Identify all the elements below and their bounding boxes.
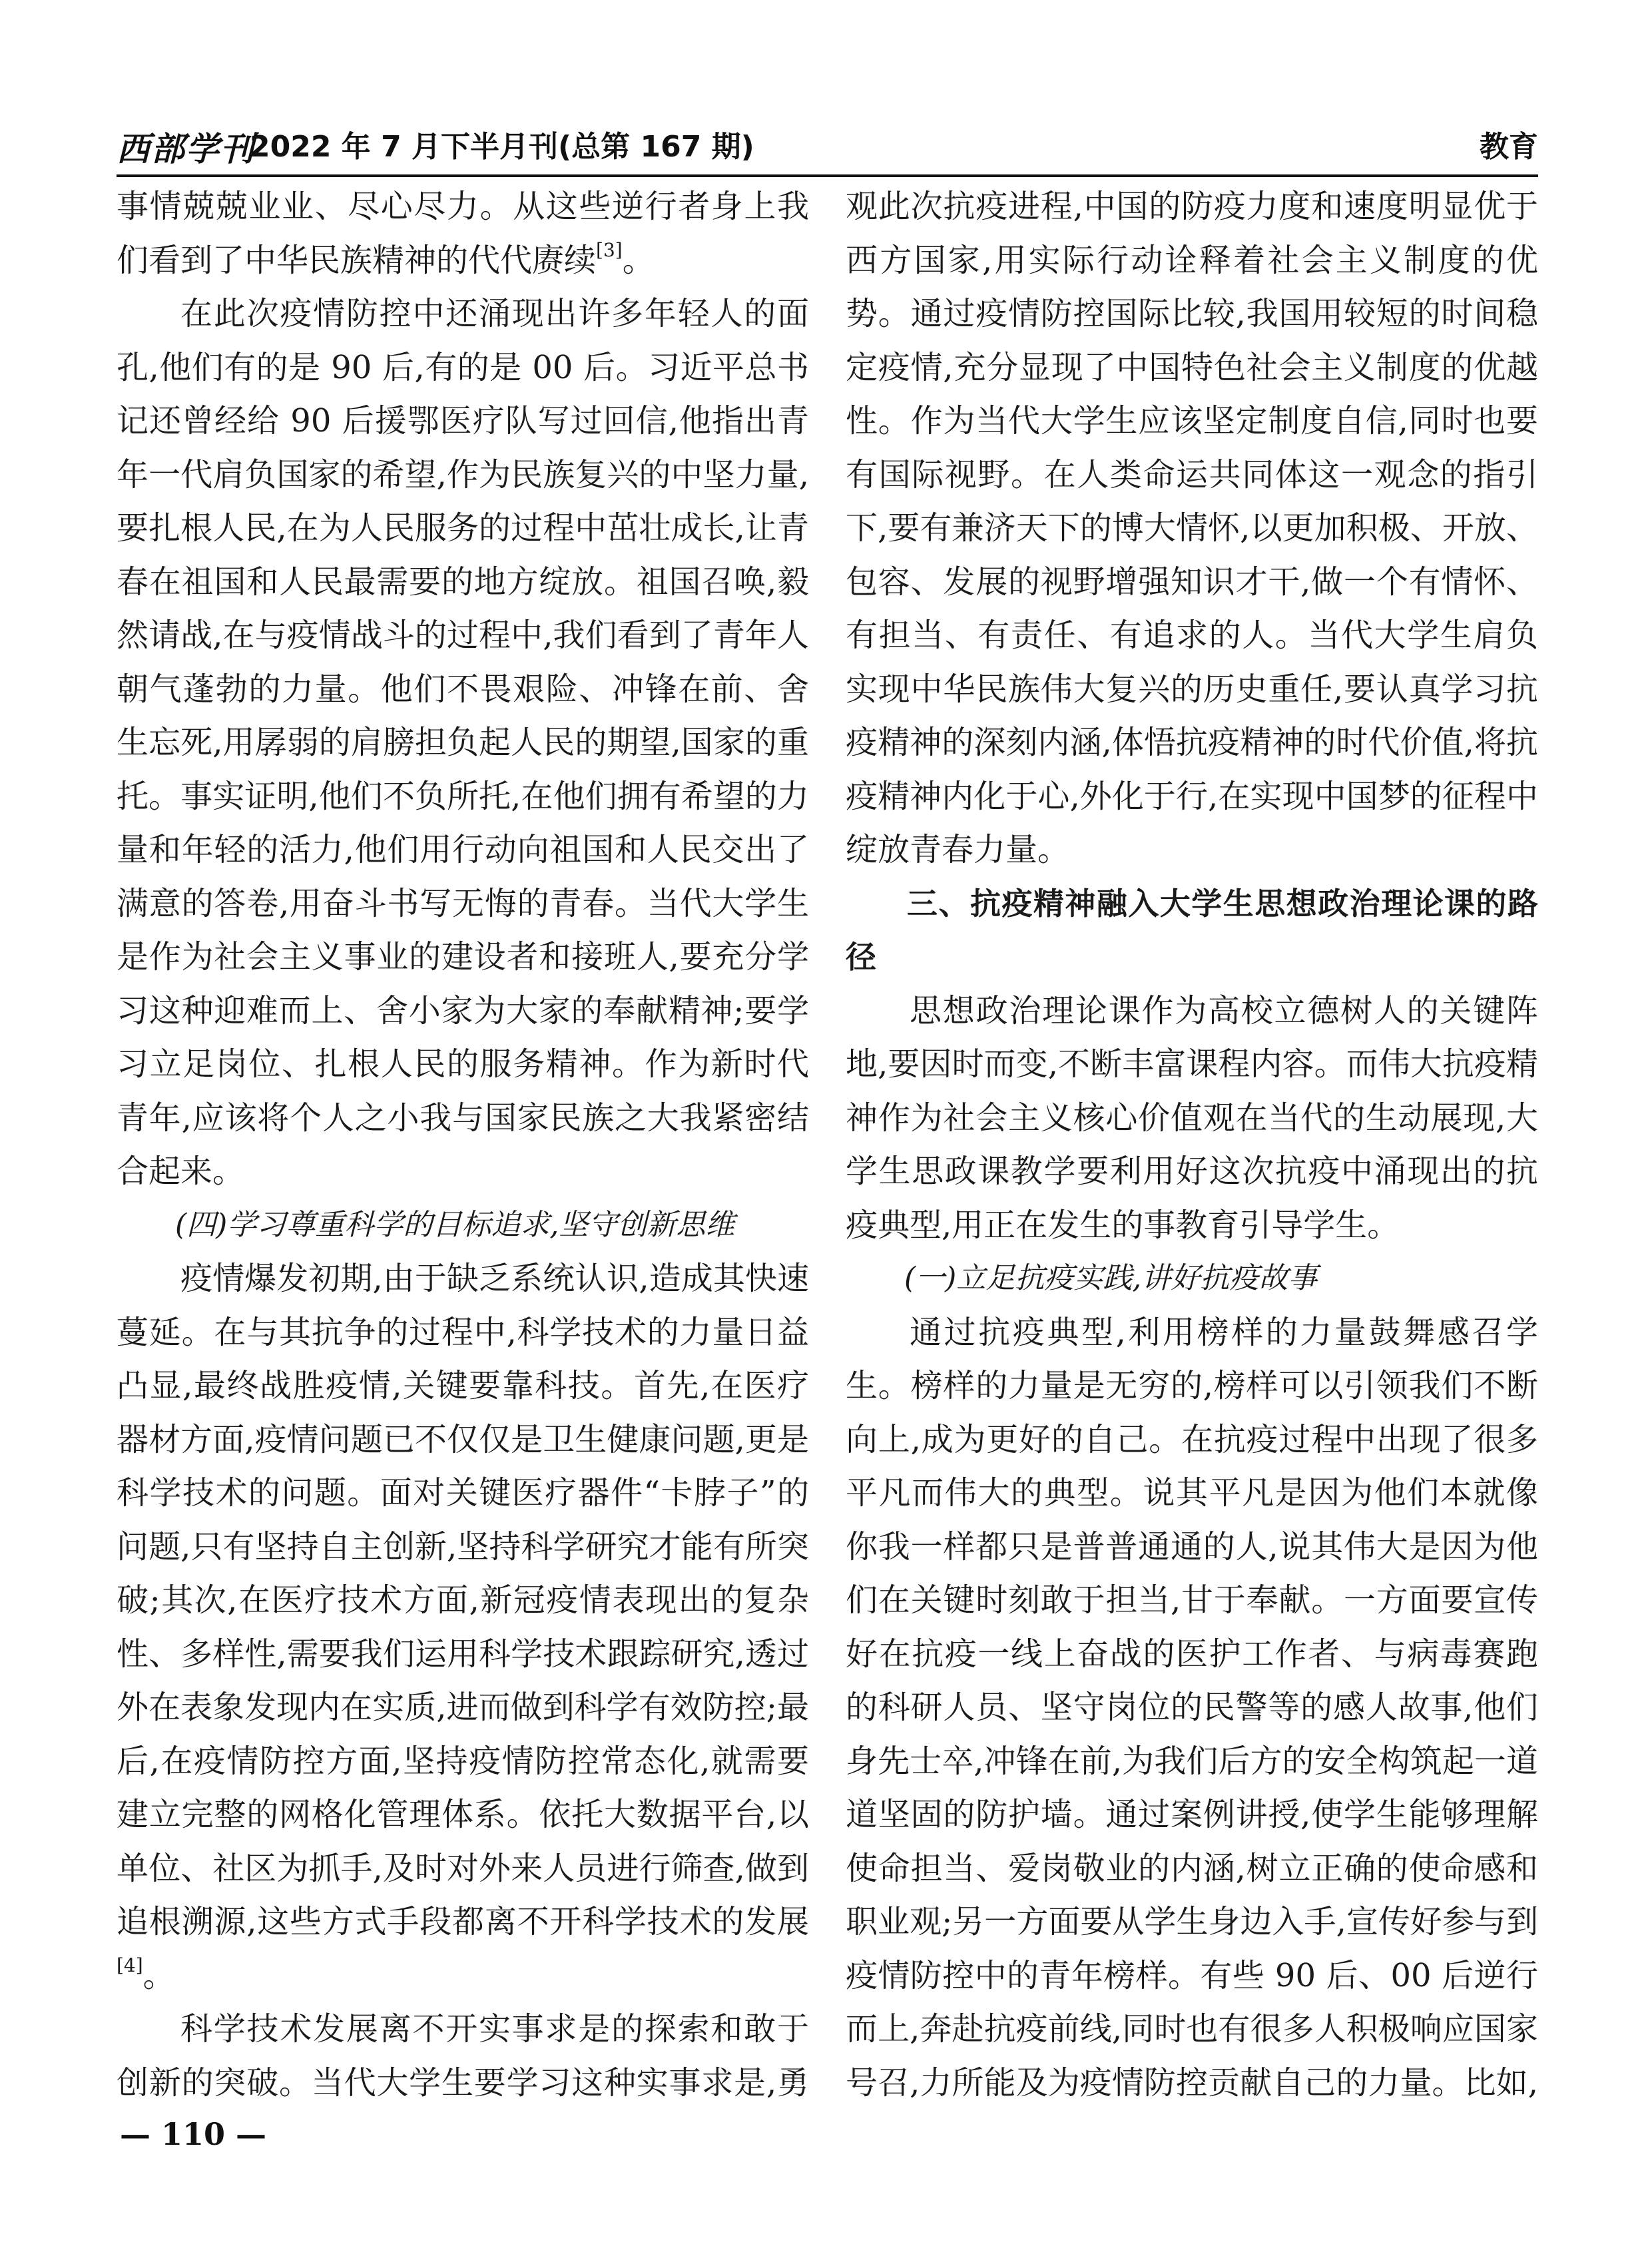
left-column — [117, 180, 809, 2111]
paragraph: 事情兢兢业业、尽心尽力。从这些逆行者身上我们看到了中华民族精神的代代赓续[3]。 — [117, 188, 809, 279]
paragraph: 在此次疫情防控中还涌现出许多年轻人的面孔,他们有的是 90 后,有的是 00 后。习近平总书记还曾经给 90 后援鄂医疗队写过回信,他指出青年一代肩负国家的希望,作为民族复兴的中坚力量,要扎根人民,在为人民服务的过程中茁壮成长,让青春在祖国和人民最需要的地方绽放。祖国召唤,毅然请战,在与疫情战斗的过程中,我们看到了青年人朝气蓬勃的力量。他们不畏艰险、冲锋在前、舍生忘死,用孱弱的肩膀担负起人民的期望,国家的重托。事实证明,他们不负所托,在他们拥有希望的力量和年轻的活力,他们用行动向祖国和人民交出了满意的答卷,用奋斗书写无悔的青春。当代大学生是作为社会主义事业的建设者和接班人,要充分学习这种迎难而上、舍小家为大家的奉献精神;要学习立足岗位、扎根人民的服务精神。作为新时代青年,应该将个人之小我与国家民族之大我紧密结合起来。 — [117, 295, 809, 1190]
paragraph: 科学技术发展离不开实事求是的探索和敢于创新的突破。当代大学生要学习这种实事求是,勇 — [117, 2010, 809, 2102]
subsection-heading: (一)立足抗疫实践,讲好抗疫故事 — [904, 1261, 1318, 1295]
running-header — [117, 115, 1538, 174]
page-number: — 110 — — [120, 2116, 267, 2152]
citation-ref: [3] — [596, 238, 623, 261]
section-heading: 三、抗疫精神融入大学生思想政治理论课的路径 — [846, 885, 1538, 975]
right-column — [846, 180, 1538, 2111]
journal-logo: 西部学刊 — [117, 129, 255, 168]
citation-ref: [4] — [117, 1954, 143, 1976]
paragraph: 观此次抗疫进程,中国的防疫力度和速度明显优于西方国家,用实际行动诠释着社会主义制度的优势。通过疫情防控国际比较,我国用较短的时间稳定疫情,充分显现了中国特色社会主义制度的优越性。作为当代大学生应该坚定制度自信,同时也要有国际视野。在人类命运共同体这一观念的指引下,要有兼济天下的博大情怀,以更加积极、开放、包容、发展的视野增强知识才干,做一个有情怀、有担当、有责任、有追求的人。当代大学生肩负实现中华民族伟大复兴的历史重任,要认真学习抗疫精神的深刻内涵,体悟抗疫精神的时代价值,将抗疫精神内化于心,外化于行,在实现中国梦的征程中绽放青春力量。 — [846, 188, 1538, 868]
paragraph: 通过抗疫典型,利用榜样的力量鼓舞感召学生。榜样的力量是无穷的,榜样可以引领我们不断向上,成为更好的自己。在抗疫过程中出现了很多平凡而伟大的典型。说其平凡是因为他们本就像你我一样都只是普普通通的人,说其伟大是因为他们在关键时刻敢于担当,甘于奉献。一方面要宣传好在抗疫一线上奋战的医护工作者、与病毒赛跑的科研人员、坚守岗位的民警等的感人故事,他们身先士卒,冲锋在前,为我们后方的安全构筑起一道道坚固的防护墙。通过案例讲授,使学生能够理解使命担当、爱岗敬业的内涵,树立正确的使命感和职业观;另一方面要从学生身边入手,宣传好参与到疫情防控中的青年榜样。有些 90 后、00 后逆行而上,奔赴抗疫前线,同时也有很多人积极响应国家号召,力所能及为疫情防控贡献自己的力量。比如, — [846, 1313, 1538, 2102]
issue-info: 2022 年 7 月下半月刊(总第 167 期) — [250, 130, 754, 164]
paragraph: 疫情爆发初期,由于缺乏系统认识,造成其快速蔓延。在与其抗争的过程中,科学技术的力量日益凸显,最终战胜疫情,关键要靠科技。首先,在医疗器材方面,疫情问题已不仅仅是卫生健康问题,更是科学技术的问题。面对关键医疗器件“卡脖子”的问题,只有坚持自主创新,坚持科学研究才能有所突破;其次,在医疗技术方面,新冠疫情表现出的复杂性、多样性,需要我们运用科学技术跟踪研究,透过外在表象发现内在实质,进而做到科学有效防控;最后,在疫情防控方面,坚持疫情防控常态化,就需要建立完整的网格化管理体系。依托大数据平台,以单位、社区为抓手,及时对外来人员进行筛查,做到追根溯源,这些方式手段都离不开科学技术的发展[4]。 — [117, 1260, 809, 1994]
header-rule — [117, 174, 1538, 177]
section-label: 教育 — [1480, 130, 1538, 164]
paragraph: 思想政治理论课作为高校立德树人的关键阵地,要因时而变,不断丰富课程内容。而伟大抗疫精神作为社会主义核心价值观在当代的生动展现,大学生思政课教学要利用好这次抗疫中涌现出的抗疫典型,用正在发生的事教育引导学生。 — [846, 991, 1538, 1244]
subsection-heading: (四)学习尊重科学的目标追求,坚守创新思维 — [175, 1207, 735, 1242]
